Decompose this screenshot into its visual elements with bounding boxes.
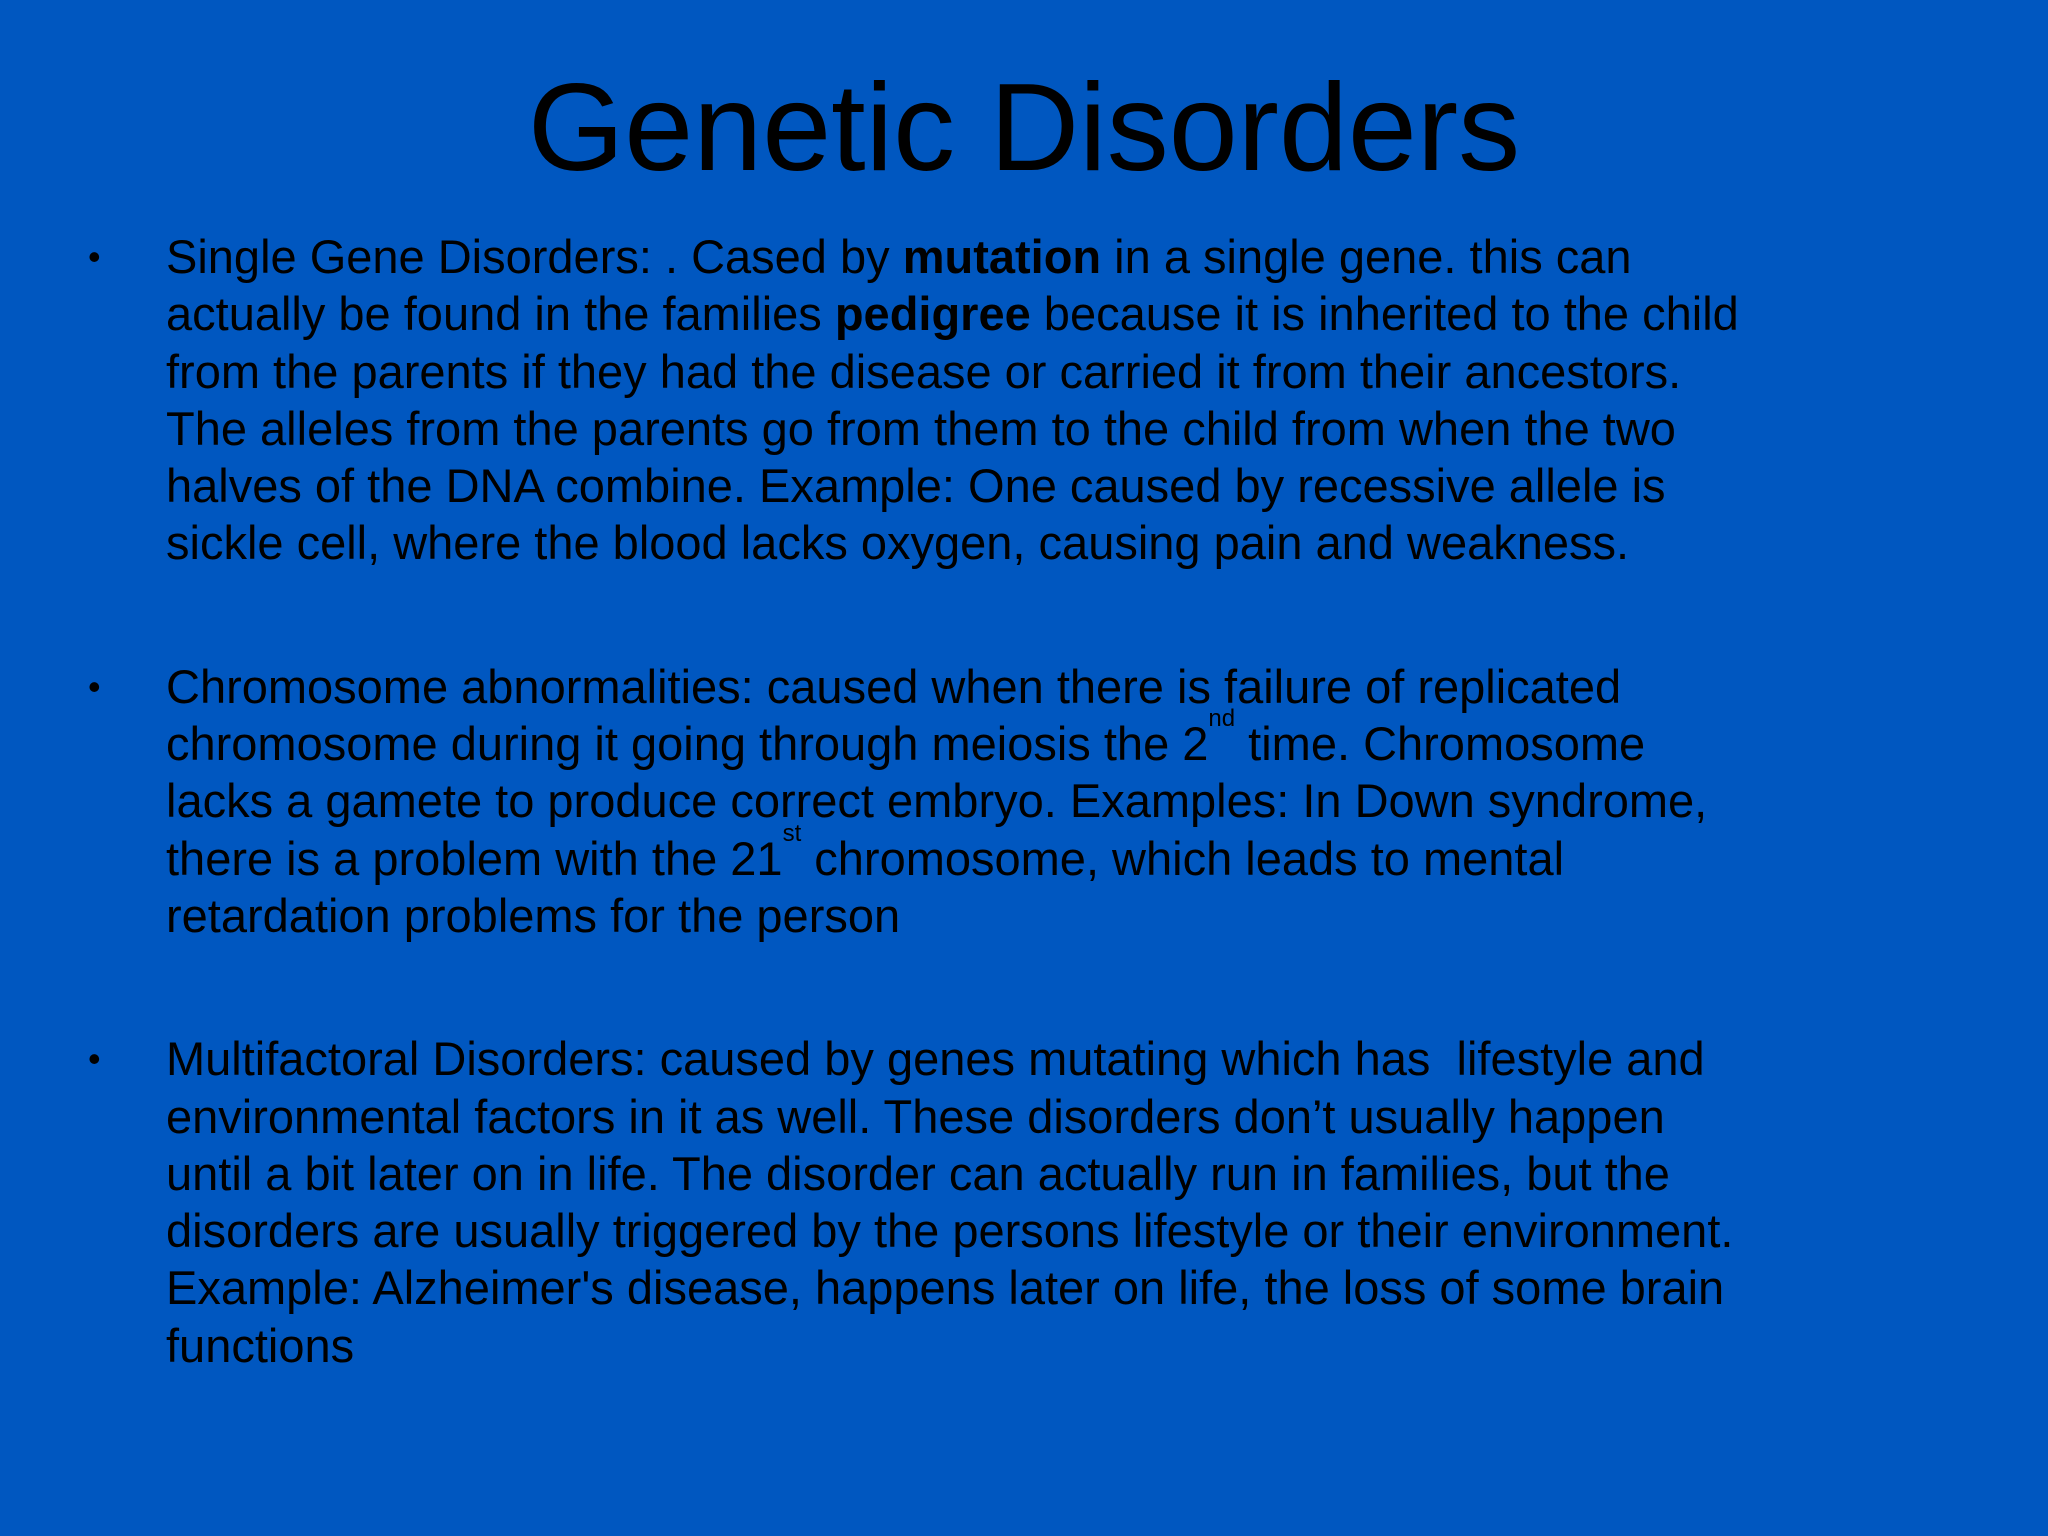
text-segment: chromosome, which leads to mental: [801, 831, 1565, 885]
text-line: [166, 819, 1988, 887]
text-line: [166, 285, 1988, 342]
bold-term-mutation: mutation: [902, 230, 1102, 283]
bullet-item-multifactoral: [0, 1030, 2048, 1374]
slide-title: Genetic Disorders: [527, 59, 1521, 197]
text-segment: Single Gene Disorders: . Cased by: [166, 230, 903, 283]
text-line: lacks a gamete to produce correct embryo. Examples: In Down syndrome,: [166, 774, 1708, 828]
text-line: disorders are usually triggered by the persons lifestyle or their environment.: [166, 1204, 1734, 1258]
text-segment: actually be found in the families: [166, 287, 835, 341]
text-line: from the parents if they had the disease or carried it from their ancestors.: [166, 344, 1682, 398]
bullet-list: [0, 228, 2048, 1374]
text-line: sickle cell, where the blood lacks oxygen, causing pain and weakness.: [166, 516, 1630, 570]
bullet-marker: •: [88, 236, 101, 277]
text-segment: time. Chromosome: [1235, 717, 1646, 771]
text-segment: there is a problem with the 21: [166, 831, 783, 885]
text-line: The alleles from the parents go from them to the child from when the two: [166, 401, 1676, 455]
bullet-item-chromosome: [0, 658, 2048, 944]
text-segment: because it is inherited to the child: [1030, 287, 1739, 341]
text-line: [166, 228, 1988, 285]
bullet-marker: •: [88, 665, 101, 707]
bold-term-pedigree: pedigree: [834, 287, 1031, 341]
bullet-item-single-gene: [0, 228, 2048, 572]
text-line: retardation problems for the person: [166, 888, 901, 942]
bullet-marker: •: [88, 1038, 101, 1080]
text-line: [166, 705, 1988, 772]
text-line: Example: Alzheimer's disease, happens later on life, the loss of some brain: [166, 1261, 1725, 1315]
superscript-ordinal: st: [782, 819, 802, 847]
text-segment: chromosome during it going through meiosis the 2: [166, 717, 1209, 771]
text-line: halves of the DNA combine. Example: One caused by recessive allele is: [166, 459, 1666, 513]
text-line: environmental factors in it as well. These disorders don’t usually happen: [166, 1089, 1665, 1143]
superscript-ordinal: nd: [1208, 705, 1236, 733]
text-segment: in a single gene. this can: [1101, 230, 1632, 283]
text-line: until a bit later on in life. The disorder can actually run in families, but the: [166, 1146, 1670, 1200]
text-line: functions: [166, 1318, 355, 1372]
text-line: Chromosome abnormalities: caused when there is failure of replicated: [166, 659, 1622, 713]
text-line: Multifactoral Disorders: caused by genes mutating which has lifestyle and: [166, 1032, 1705, 1086]
